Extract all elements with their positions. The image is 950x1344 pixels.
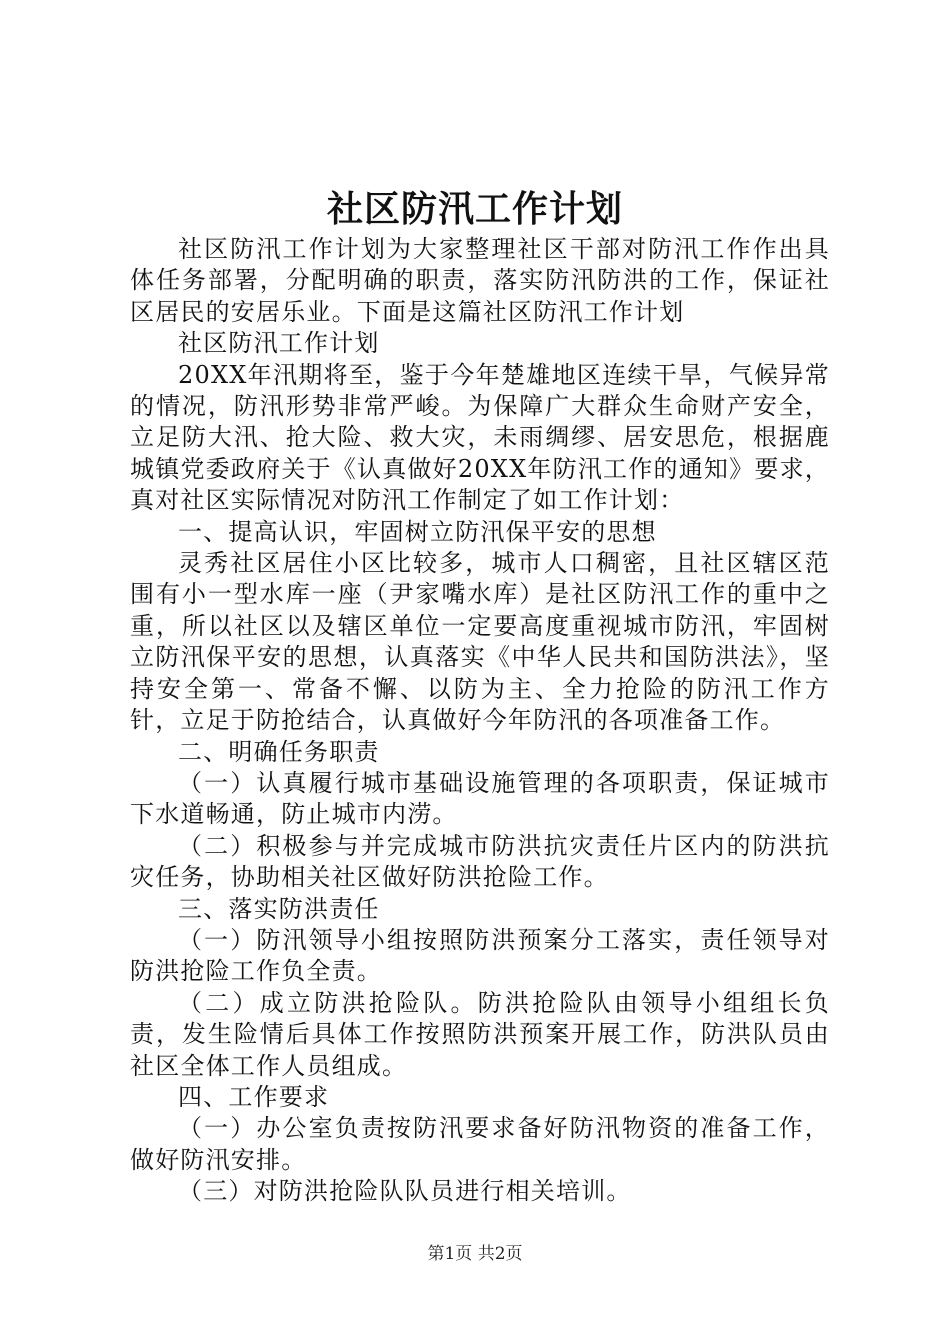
paragraph-subtitle: 社区防汛工作计划 xyxy=(178,329,380,358)
paragraph-section-3-item-2: （二）成立防洪抢险队。防洪抢险队由领导小组组长负责，发生险情后具体工作按照防洪预案开展工作，防洪队员由社区全体工作人员组成。 xyxy=(130,988,830,1080)
paragraph-intro: 社区防汛工作计划为大家整理社区干部对防汛工作作出具体任务部署，分配明确的职责，落实防汛防洪的工作，保证社区居民的安居乐业。下面是这篇社区防汛工作计划 xyxy=(130,235,830,326)
paragraph-section-2-item-2: （二）积极参与并完成城市防洪抗灾责任片区内的防洪抗灾任务，协助相关社区做好防洪抢险工作。 xyxy=(130,831,830,892)
paragraph-section-2-item-1: （一）认真履行城市基础设施管理的各项职责，保证城市下水道畅通，防止城市内涝。 xyxy=(130,768,830,829)
section-heading-4: 四、工作要求 xyxy=(178,1082,330,1111)
paragraph-section-1: 灵秀社区居住小区比较多，城市人口稠密，且社区辖区范围有小一型水库一座（尹家嘴水库）是社区防汛工作的重中之重，所以社区以及辖区单位一定要高度重视城市防汛，牢固树立防汛保平安的思想，认真落实《中华人民共和国防洪法》，坚持安全第一、常备不懈、以防为主、全力抢险的防汛工作方针，立足于防抢结合，认真做好今年防汛的各项准备工作。 xyxy=(130,549,830,735)
paragraph-background: 20XX年汛期将至，鉴于今年楚雄地区连续干旱，气候异常的情况，防汛形势非常严峻。为保障广大群众生命财产安全，立足防大汛、抢大险、救大灾，未雨绸缪、居安思危，根据鹿城镇党委政府关于《认真做好20XX年防汛工作的通知》要求，真对社区实际情况对防汛工作制定了如工作计划： xyxy=(130,360,830,515)
paragraph-section-3-item-1: （一）防汛领导小组按照防洪预案分工落实，责任领导对防洪抢险工作负全责。 xyxy=(130,925,830,986)
section-heading-1: 一、提高认识，牢固树立防汛保平安的思想 xyxy=(178,517,657,546)
paragraph-section-4-item-3: （三）对防洪抢险队队员进行相关培训。 xyxy=(178,1177,632,1206)
section-heading-3: 三、落实防洪责任 xyxy=(178,894,380,923)
document-title: 社区防汛工作计划 xyxy=(326,188,623,230)
document-body xyxy=(130,234,830,1208)
section-heading-2: 二、明确任务职责 xyxy=(178,737,380,766)
paragraph-section-4-item-1: （一）办公室负责按防汛要求备好防汛物资的准备工作，做好防汛安排。 xyxy=(130,1114,830,1174)
page-number-footer: 第1页 共2页 xyxy=(427,1244,523,1264)
